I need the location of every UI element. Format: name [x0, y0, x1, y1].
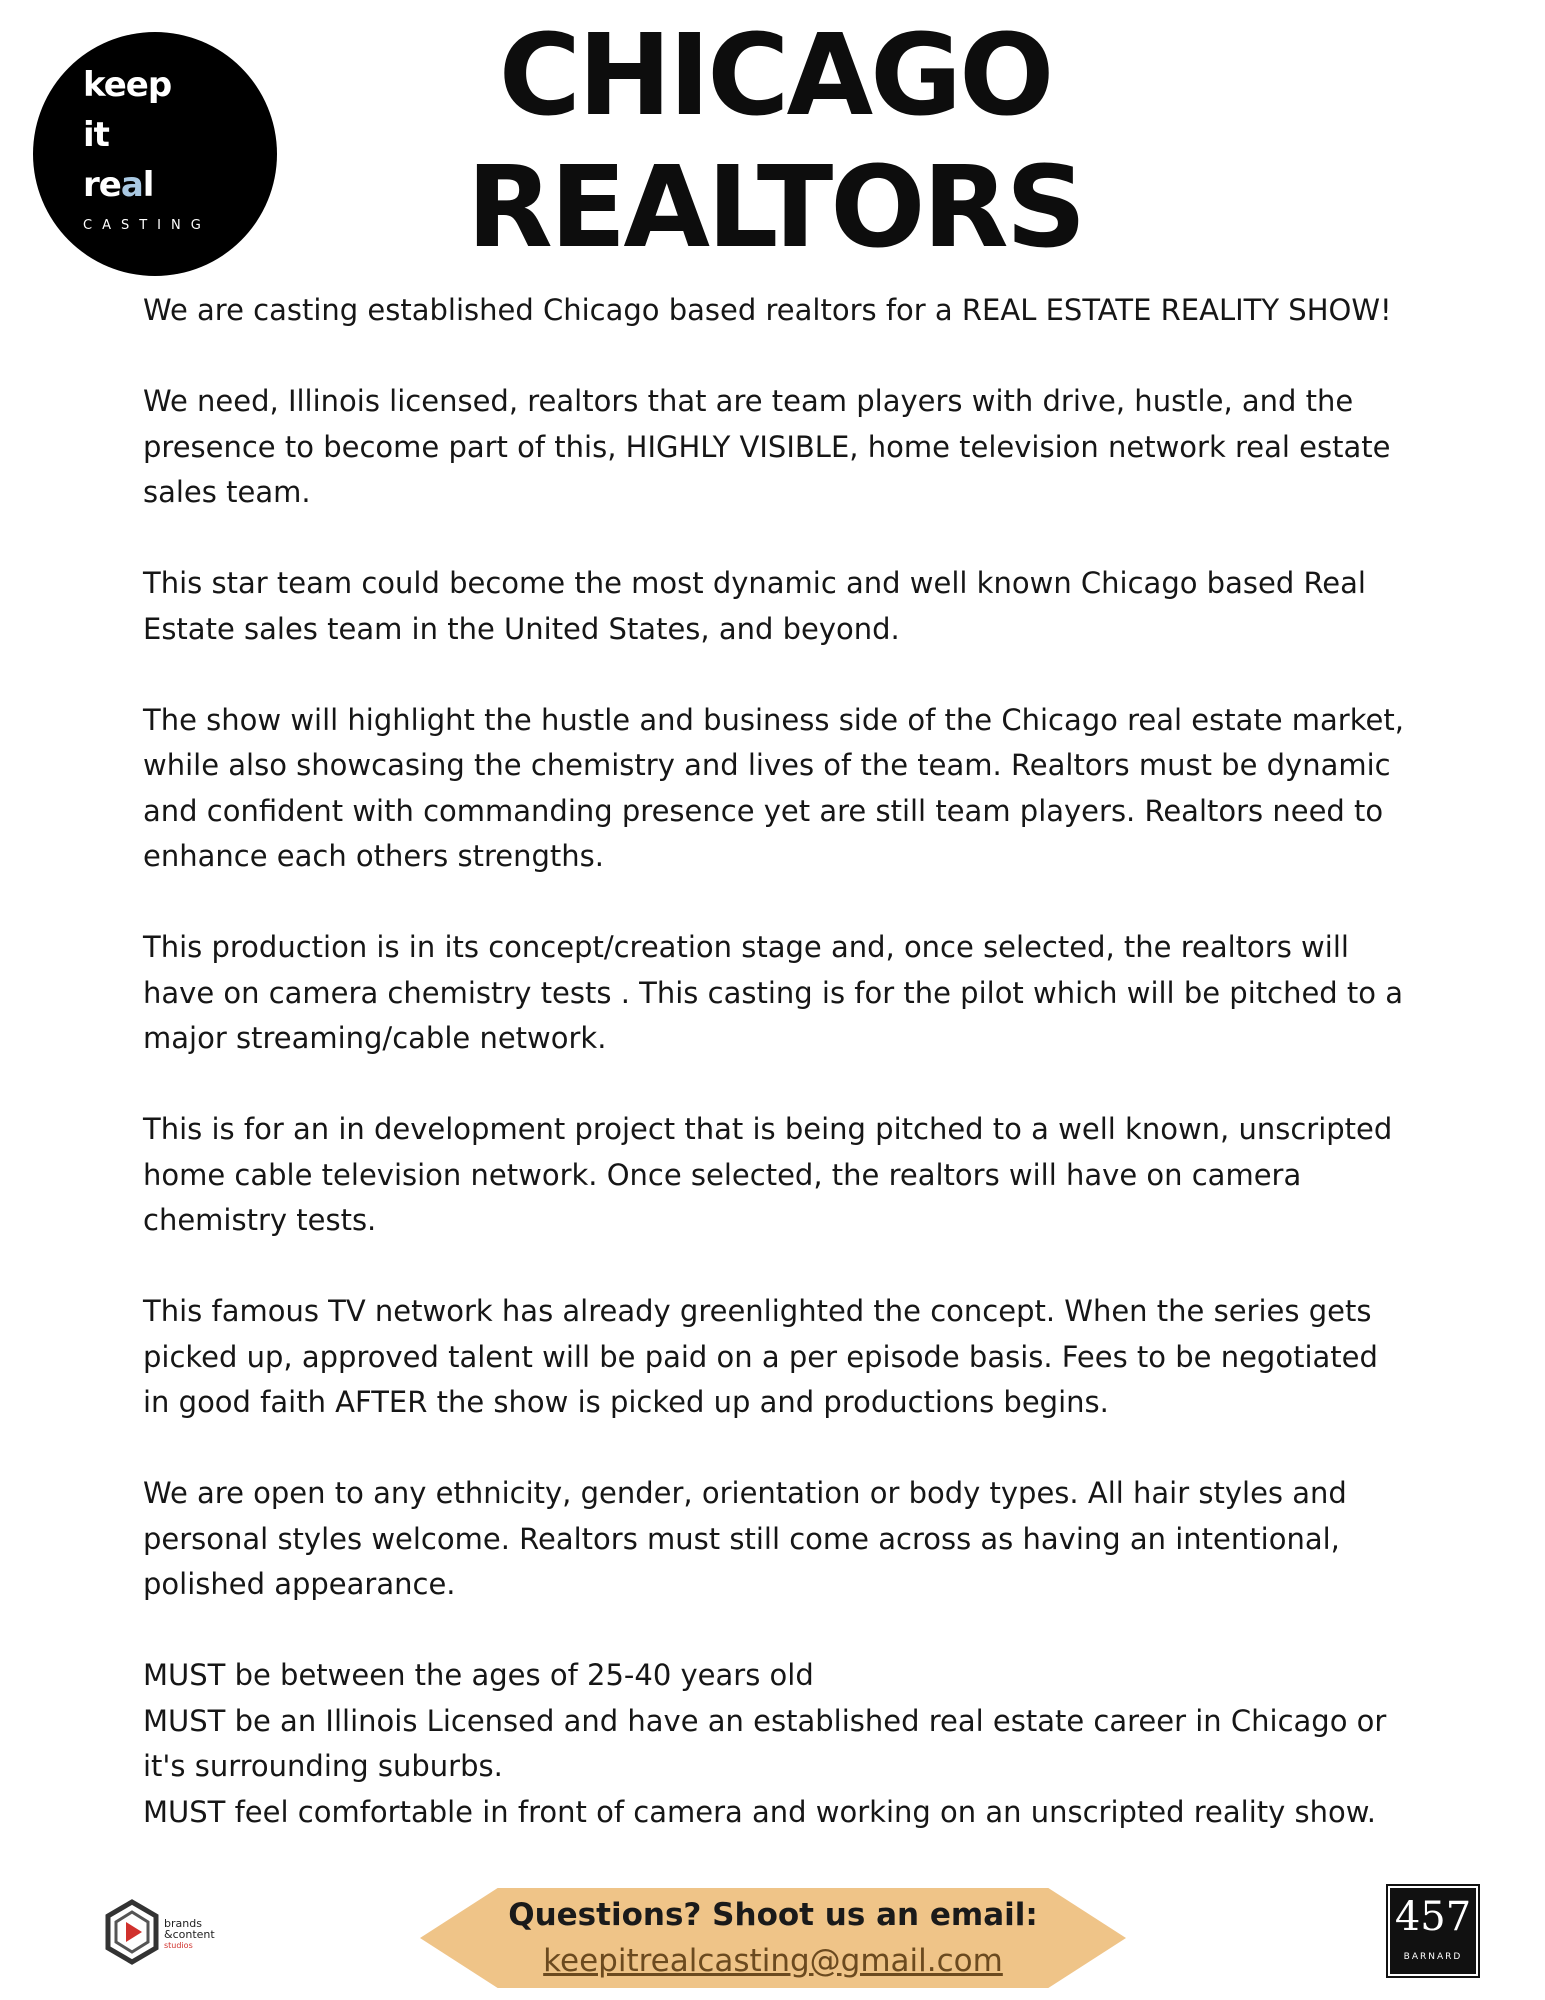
requirement-license: MUST be an Illinois Licensed and have an established real estate career in Chicago or it's surrounding suburbs. — [143, 1703, 1387, 1783]
barnard-number: 457 — [1394, 1894, 1472, 1940]
paragraph: The show will highlight the hustle and business side of the Chicago real estate market, while also showcasing the chemistry and lives of the team. Realtors must be dynamic and confident with commanding presence yet are still team players. Realtors need to enhance each others strengths. — [143, 702, 1404, 873]
paragraph: We are casting established Chicago based realtors for a REAL ESTATE REALITY SHOW! — [143, 293, 1392, 327]
brands-logo-text: brands &content studios — [164, 1917, 215, 1950]
requirement-age: MUST be between the ages of 25-40 years old — [143, 1658, 814, 1692]
contact-question: Questions? Shoot us an email: — [508, 1897, 1038, 1933]
contact-email-link[interactable]: keepitrealcasting@gmail.com — [543, 1943, 1003, 1979]
brands-content-studios-logo — [104, 1898, 234, 1974]
paragraph: We need, Illinois licensed, realtors that are team players with drive, hustle, and the presence to become part of this, HIGHLY VISIBLE, home television network real estate sales team. — [143, 384, 1391, 509]
logo-word-keep: keep — [83, 65, 172, 105]
page-title-line2: REALTORS — [466, 143, 1084, 273]
paragraph: This is for an in development project that is being pitched to a well known, unscripted home cable television network. Once selected, the realtors will have on camera chemistry tests. — [143, 1112, 1393, 1237]
requirements-list — [143, 1653, 1413, 1835]
barnard-name: BARNARD — [1403, 1952, 1463, 1962]
457-barnard-logo — [1390, 1888, 1476, 1974]
play-hexagon-icon — [104, 1898, 160, 1974]
logo-word-it: it — [83, 115, 109, 155]
paragraph: We are open to any ethnicity, gender, orientation or body types. All hair styles and personal styles welcome. Realtors must still come across as having an intentional, polished appearance. — [143, 1476, 1347, 1601]
paragraph: This star team could become the most dynamic and well known Chicago based Real Estate sales team in the United States, and beyond. — [143, 566, 1366, 646]
page-title-line1: CHICAGO — [498, 11, 1052, 141]
logo-word-real: real — [83, 165, 154, 205]
logo-subtitle: CASTING — [83, 218, 211, 233]
paragraph: This production is in its concept/creation stage and, once selected, the realtors will have on camera chemistry tests . This casting is for the pilot which will be pitched to a major streaming/cable network. — [143, 930, 1404, 1055]
paragraph: This famous TV network has already greenlighted the concept. When the series gets picked up, approved talent will be paid on a per episode basis. Fees to be negotiated in good faith AFTER the show is picked up and productions begins. — [143, 1294, 1378, 1419]
keep-it-real-logo — [33, 32, 277, 276]
requirement-camera: MUST feel comfortable in front of camera and working on an unscripted reality show. — [143, 1794, 1377, 1829]
casting-description — [143, 288, 1413, 1835]
